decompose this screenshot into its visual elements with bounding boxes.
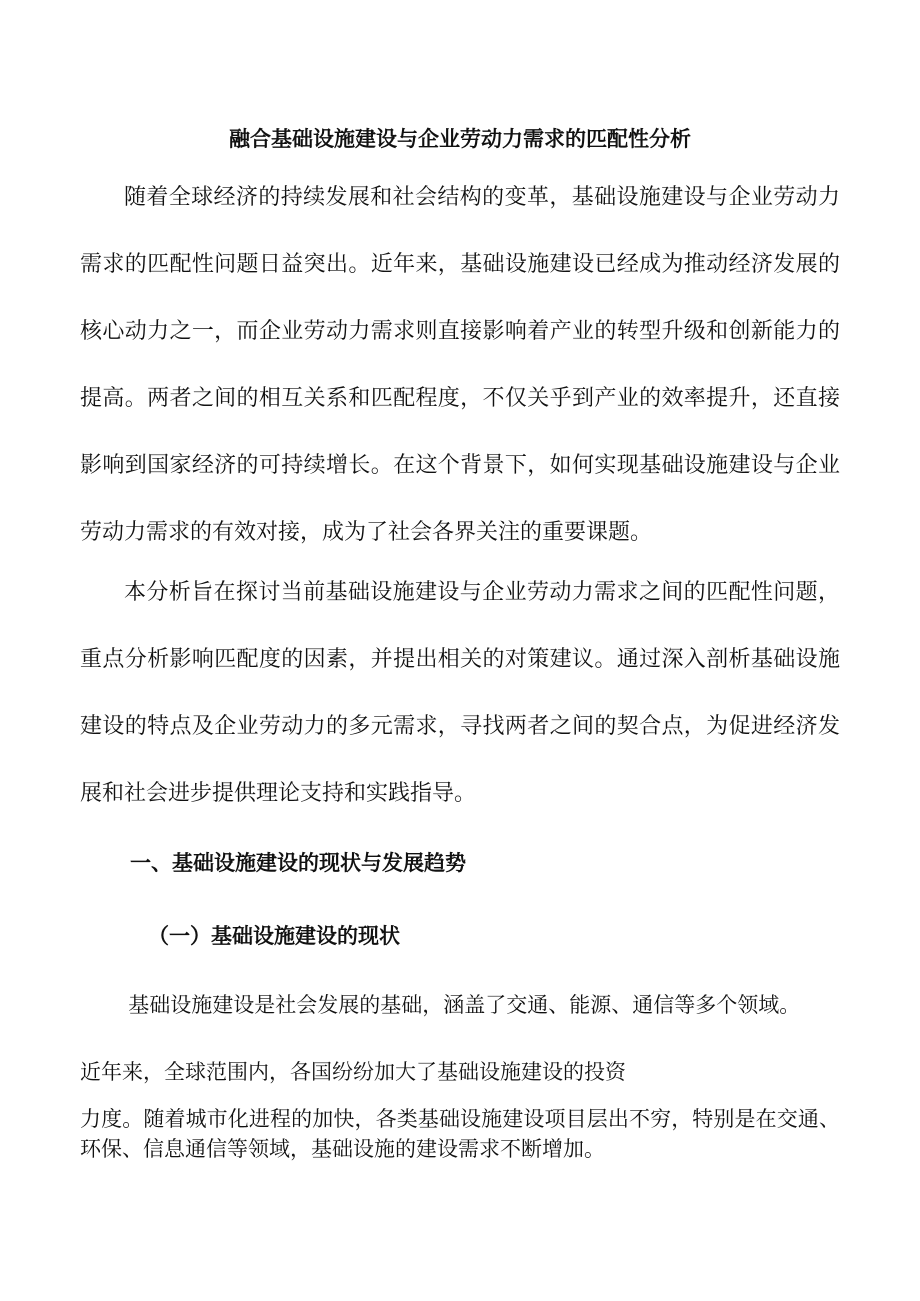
intro-paragraph-2: 本分析旨在探讨当前基础设施建设与企业劳动力需求之间的匹配性问题，重点分析影响匹配度的因素，并提出相关的对策建议。通过深入剖析基础设施建设的特点及企业劳动力的多元需求，寻找两者之间的契合点，为促进经济发展和社会进步提供理论支持和实践指导。 [80, 580, 840, 806]
document-title: 融合基础设施建设与企业劳动力需求的匹配性分析 [229, 126, 691, 151]
body-paragraph-3-line-2: 近年来，全球范围内，各国纷纷加大了基础设施建设的投资 [80, 1060, 626, 1084]
intro-paragraph-1: 随着全球经济的持续发展和社会结构的变革，基础设施建设与企业劳动力需求的匹配性问题日益突出。近年来，基础设施建设已经成为推动经济发展的核心动力之一，而企业劳动力需求则直接影响着产业的转型升级和创新能力的提高。两者之间的相互关系和匹配程度，不仅关乎到产业的效率提升，还直接影响到国家经济的可持续增长。在这个背景下，如何实现基础设施建设与企业劳动力需求的有效对接，成为了社会各界关注的重要课题。 [80, 185, 840, 545]
section-1-heading: 一、基础设施建设的现状与发展趋势 [130, 850, 466, 875]
body-paragraph-3-rest: 力度。随着城市化进程的加快，各类基础设施建设项目层出不穷，特别是在交通、环保、信息通信等领域，基础设施的建设需求不断增加。 [80, 1107, 840, 1161]
body-paragraph-3-line-1: 基础设施建设是社会发展的基础，涵盖了交通、能源、通信等多个领域。 [128, 993, 801, 1017]
subsection-1-heading: （一）基础设施建设的现状 [148, 923, 400, 948]
